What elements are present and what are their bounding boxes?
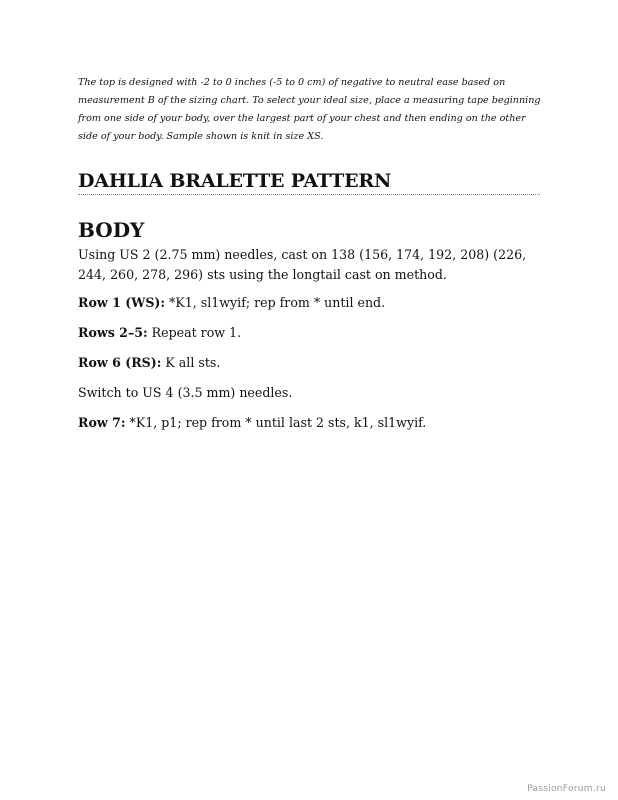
instruction-row-6 [78,353,548,373]
row-text: Repeat row 1. [147,325,242,340]
cast-on-instruction: Using US 2 (2.75 mm) needles, cast on 138 (156, 174, 192, 208) (226, 244, 260, 278, 296) sts using the longtail cast on method. [78,247,527,282]
instruction-row-7 [78,413,548,433]
row-text: *K1, sl1wyif; rep from * until end. [165,295,386,310]
row-text: *K1, p1; rep from * until last 2 sts, k1, sl1wyif. [125,415,427,430]
row-label: Row 7: [78,415,126,430]
row-label: Rows 2–5: [78,325,148,340]
body-instructions [78,245,548,443]
pattern-title: DAHLIA BRALETTE PATTERN [78,170,392,192]
watermark: PassionForum.ru [527,784,606,794]
instruction-rows-2-5 [78,323,548,343]
row-label: Row 6 (RS): [78,355,162,370]
section-heading-body: BODY [78,218,145,242]
instruction-row-1 [78,293,548,313]
needle-switch-instruction: Switch to US 4 (3.5 mm) needles. [78,385,293,400]
row-text: K all sts. [161,355,221,370]
title-divider [78,194,540,195]
row-label: Row 1 (WS): [78,295,166,310]
sizing-intro-text: The top is designed with -2 to 0 inches (-5 to 0 cm) of negative to neutral ease based on measurement B of the sizing chart. To select your ideal size, place a measuring tape beginning from one side of your body, over the largest part of your chest and then ending on the other side of your body. Sample shown is knit in size XS. [78,77,541,142]
